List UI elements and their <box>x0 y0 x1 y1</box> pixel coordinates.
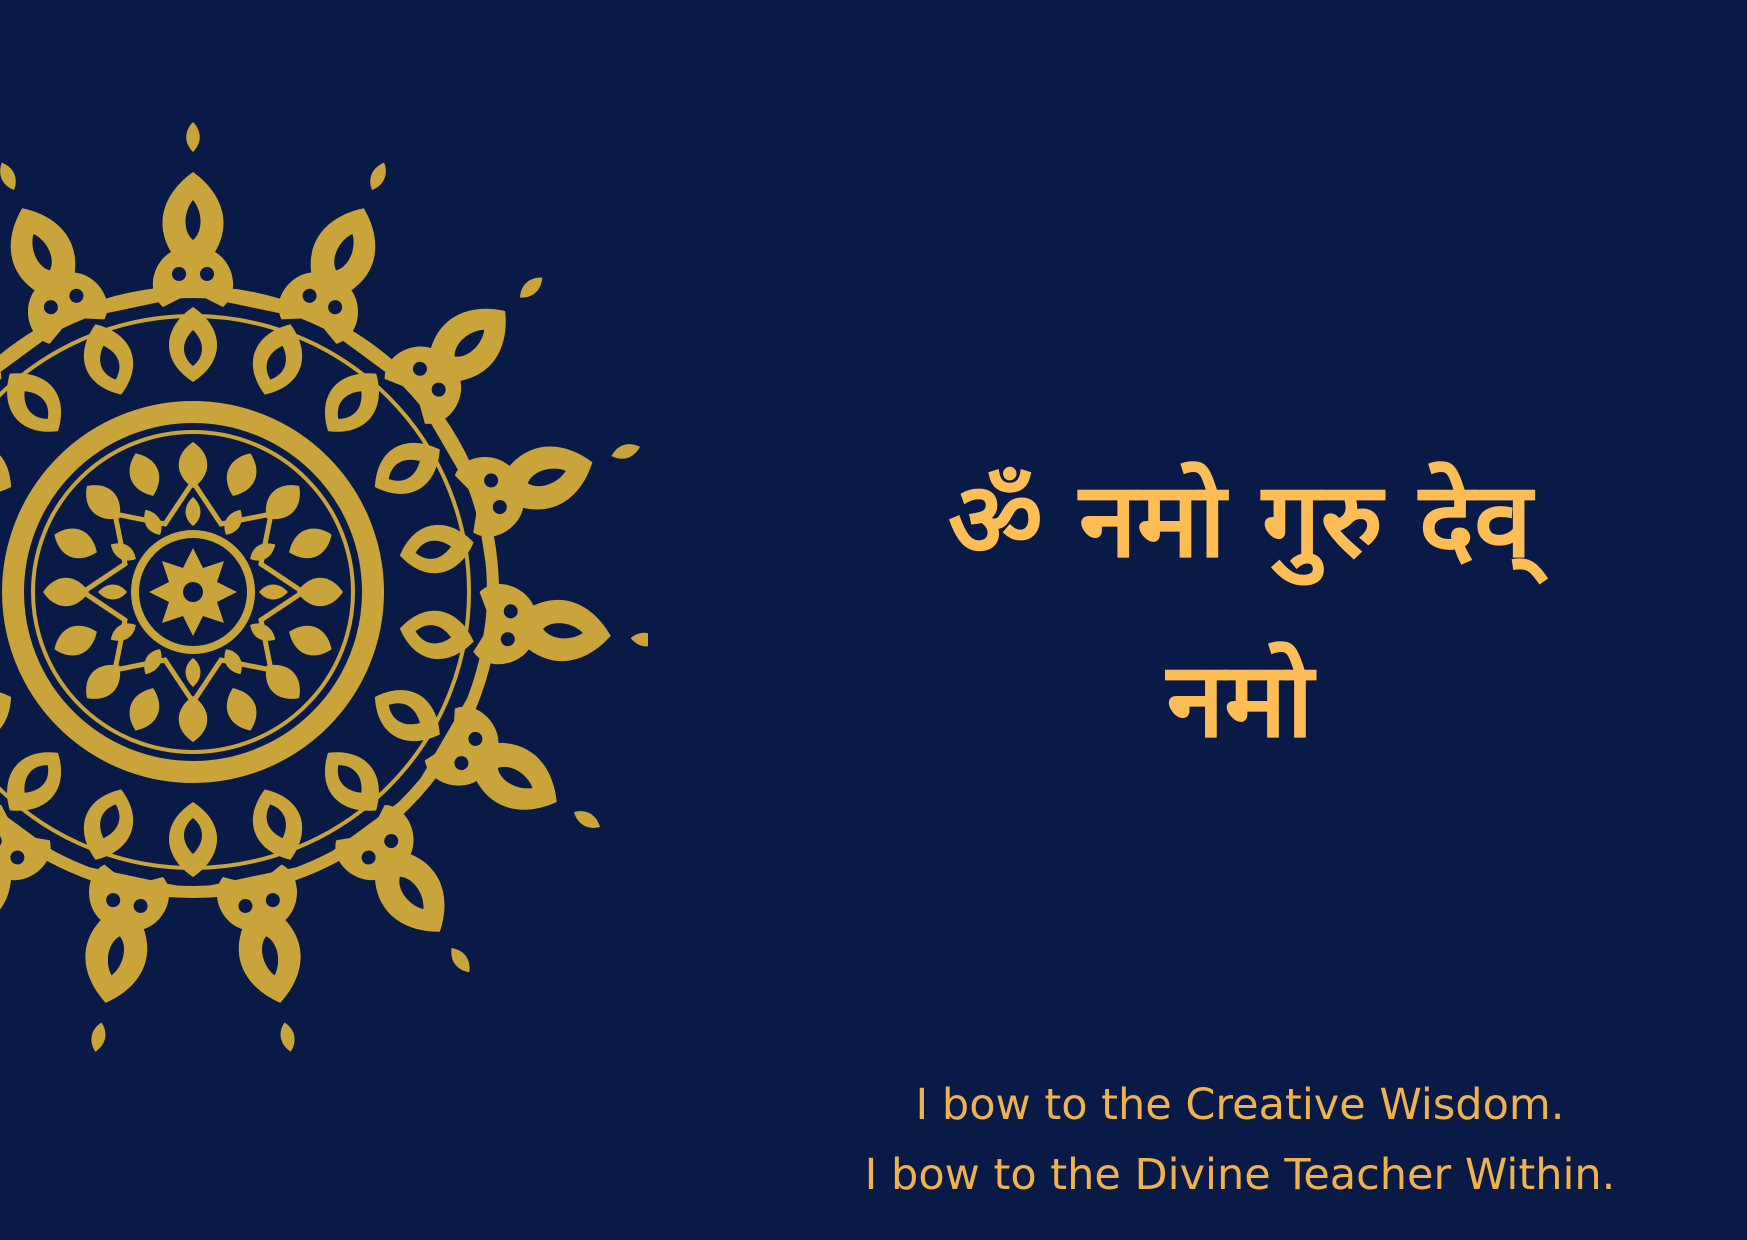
translation-line-2: I bow to the Divine Teacher Within. <box>864 1150 1616 1200</box>
mantra-line-1: ॐ नमो गुरु देव् <box>947 459 1533 581</box>
translation-text <box>780 1070 1700 1210</box>
mantra-line-2: नमो <box>1166 639 1314 761</box>
mandala-icon <box>0 57 648 1127</box>
mantra-heading <box>790 430 1690 790</box>
translation-line-1: I bow to the Creative Wisdom. <box>915 1080 1565 1130</box>
